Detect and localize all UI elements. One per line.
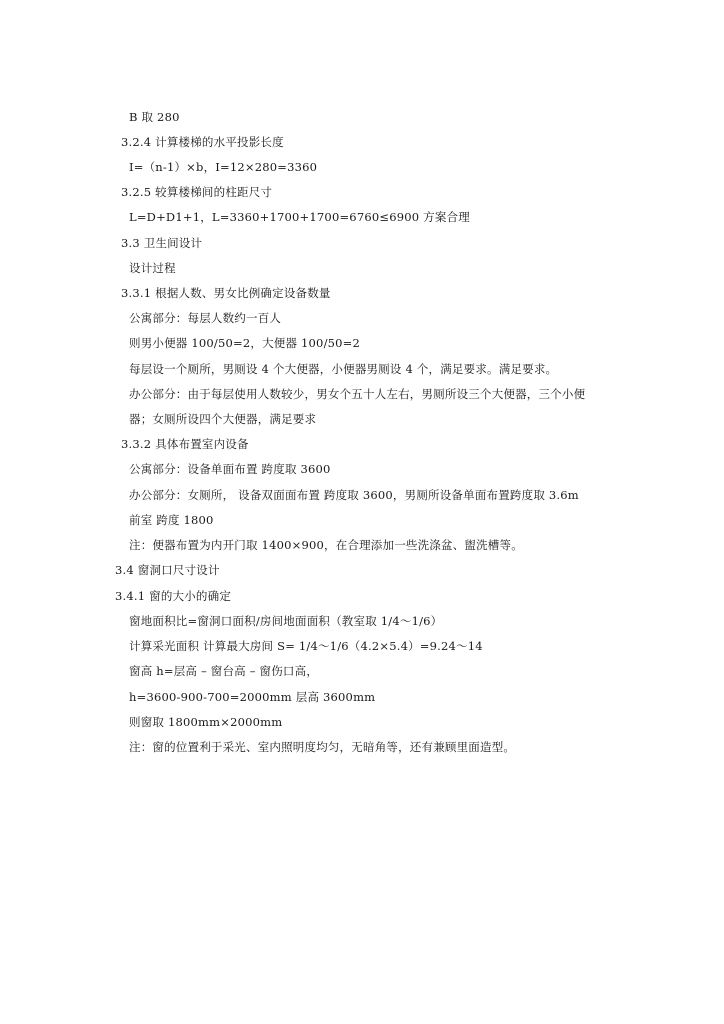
text-line: 前室 跨度 1800	[129, 513, 214, 527]
formula-line: 窗高 h=层高 – 窗台高 – 窗伤口高，	[129, 664, 319, 678]
text-line: 办公部分：由于每层使用人数较少，男女个五十人左右，男厕所设三个大便器，三个小便	[129, 387, 586, 401]
formula-line: h=3600-900-700=2000mm 层高 3600mm	[129, 690, 376, 704]
section-heading: 3.4 窗洞口尺寸设计	[115, 563, 220, 577]
formula-line: 计算采光面积 计算最大房间 S= 1/4～1/6（4.2×5.4）=9.24～14	[129, 639, 483, 653]
text-line: 每层设一个厕所，男厕设 4 个大便器，小便器男厕设 4 个，满足要求。满足要求。	[129, 362, 558, 376]
note-line: 注：窗的位置利于采光、室内照明度均匀，无暗角等，还有兼顾里面造型。	[129, 740, 516, 754]
formula-line: L=D+D1+1，L=3360+1700+1700=6760≤6900 方案合理	[129, 210, 470, 224]
text-line: B 取 280	[129, 110, 180, 124]
text-line: 设计过程	[129, 261, 176, 275]
text-line: 则窗取 1800mm×2000mm	[129, 715, 283, 729]
text-line: 公寓部分：设备单面布置 跨度取 3600	[129, 462, 331, 476]
formula-line: I=（n-1）×b，I=12×280=3360	[129, 160, 318, 174]
formula-line: 窗地面积比=窗洞口面积/房间地面面积（教室取 1/4～1/6）	[129, 614, 443, 628]
text-line: 则男小便器 100/50=2，大便器 100/50=2	[129, 336, 361, 350]
text-line: 公寓部分：每层人数约一百人	[129, 311, 282, 325]
section-heading: 3.4.1 窗的大小的确定	[115, 589, 232, 603]
note-line: 注：便器布置为内开门取 1400×900，在合理添加一些洗涤盆、盥洗槽等。	[129, 538, 523, 552]
section-heading: 3.3.2 具体布置室内设备	[121, 437, 249, 451]
section-heading: 3.3 卫生间设计	[121, 236, 203, 250]
section-heading: 3.3.1 根据人数、男女比例确定设备数量	[121, 286, 331, 300]
section-heading: 3.2.5 较算楼梯间的柱距尺寸	[121, 185, 273, 199]
text-line: 器；女厕所设四个大便器，满足要求	[129, 412, 317, 426]
text-line: 办公部分：女厕所， 设备双面面布置 跨度取 3600，男厕所设备单面布置跨度取 3.6m	[129, 488, 579, 502]
section-heading: 3.2.4 计算楼梯的水平投影长度	[121, 135, 284, 149]
